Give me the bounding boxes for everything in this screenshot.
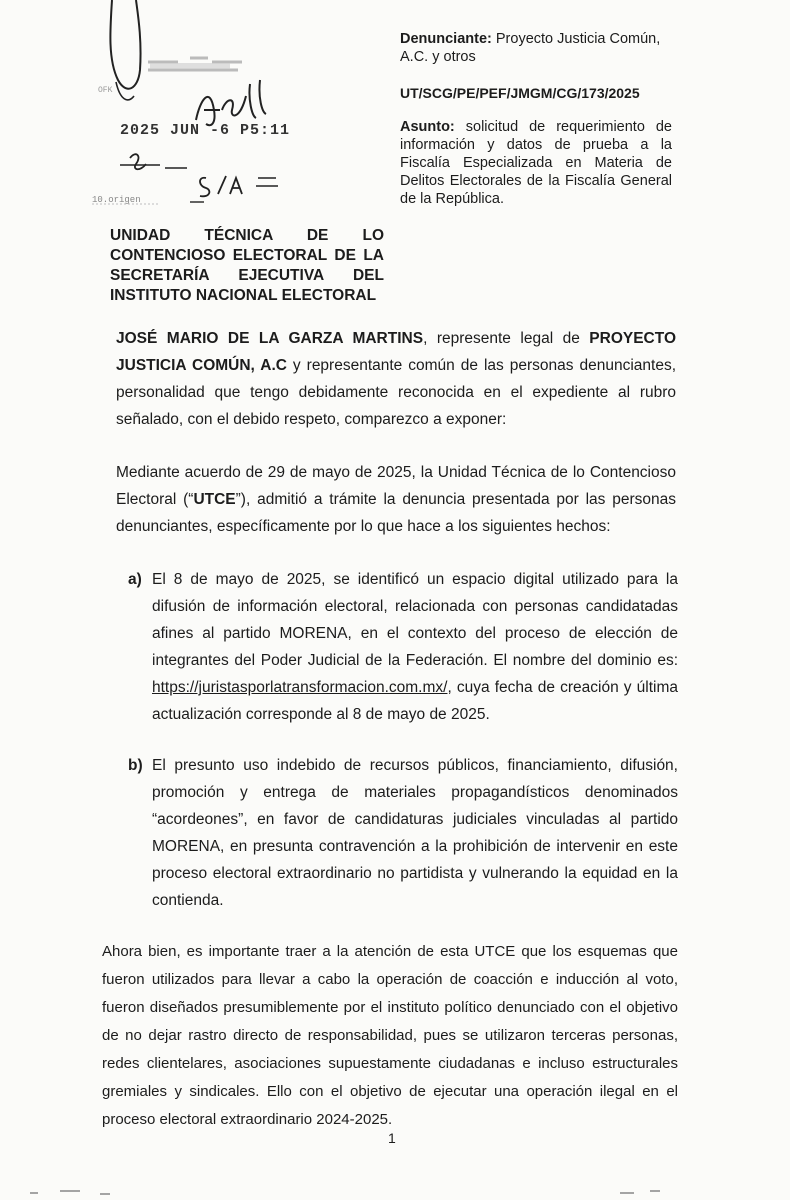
paragraph-2-text-a: Mediante acuerdo de 29 de mayo de 2025, la Unidad Técnica de lo Contencioso Electoral (“ — [116, 464, 676, 508]
representative-name: JOSÉ MARIO DE LA GARZA MARTINS — [116, 330, 424, 347]
utce-acronym: UTCE — [193, 491, 236, 508]
handwriting-marks-icon — [0, 0, 330, 215]
recipient-block: UNIDAD TÉCNICA DE LO CONTENCIOSO ELECTORAL DE LA SECRETARÍA EJECUTIVA DEL INSTITUTO NACIONAL ELECTORAL — [110, 227, 384, 304]
paragraph-introduction — [116, 325, 676, 433]
item-marker-b: b) — [128, 757, 143, 774]
asunto-line — [400, 118, 672, 208]
list-item — [128, 752, 678, 914]
asunto-label: Asunto: — [400, 119, 455, 135]
case-header — [400, 30, 672, 208]
paragraph-agreement — [116, 459, 676, 540]
denunciante-value: Proyecto Justicia Común, A.C. y otros — [400, 31, 661, 65]
case-number: UT/SCG/PE/PEF/JMGM/CG/173/2025 — [400, 85, 640, 101]
item-a-text-a: El 8 de mayo de 2025, se identificó un espacio digital utilizado para la difusión de información electoral, relacionada con personas candidatadas afines al partido MORENA, en el contexto del proceso de elección de integrantes del Poder Judicial de la Federación. El nombre del dominio es: — [152, 571, 678, 669]
item-a-text-b: , cuya fecha de creación y última actualización corresponde al 8 de mayo de 2025. — [152, 679, 678, 723]
item-a-content — [152, 566, 678, 728]
stamp-date: 2025 JUN -6 P5:11 — [120, 122, 291, 139]
item-marker-a: a) — [128, 571, 142, 588]
denunciante-label: Denunciante: — [400, 31, 492, 47]
paragraph-schemes: Ahora bien, es importante traer a la atención de esta UTCE que los esquemas que fueron utilizados para llevar a cabo la operación de coacción e inducción al voto, fueron diseñados presumiblemente por el instituto político denunciado con el objetivo de no dejar rastro directo de responsabilidad, pues se utilizaron terceras personas, redes clientelares, asociaciones supuestamente ciudadanas e incluso estructurales gremiales y sindicales. Ello con el objetivo de ejecutar una operación ilegal en el proceso electoral extraordinario 2024-2025. — [102, 943, 678, 1128]
list-item — [128, 566, 678, 728]
stamp-office-label: OFK — [98, 86, 113, 95]
paragraph-1-text-a: , represente legal de — [423, 330, 590, 347]
paragraph-1-text-b: y representante común de las personas denunciantes, personalidad que tengo debidamente reconocida en el expediente al rubro señalado, con el debido respeto, comparezco a exponer: — [116, 357, 677, 428]
stamp-line-2: 10.origen — [92, 195, 141, 205]
scan-edge-marks-icon — [0, 1185, 790, 1200]
reception-stamp — [0, 0, 330, 215]
asunto-value: solicitud de requerimiento de información y datos de prueba a la Fiscalía Especializada en Materia de Delitos Electorales de la Fiscalía General de la República. — [400, 119, 672, 207]
item-b-content: El presunto uso indebido de recursos públicos, financiamiento, difusión, promoción y entrega de materiales propagandísticos denominados “acordeones”, en favor de candidaturas judiciales vinculadas al partido MORENA, en presunta contravención a la prohibición de intervenir en este proceso electoral extraordinario no partidista y vulnerando la equidad en la contienda. — [152, 757, 678, 909]
denunciante-line — [400, 30, 672, 66]
paragraph-2-text-b: ”), admitió a trámite la denuncia presentada por las personas denunciantes, específicamente por lo que hace a los siguientes hechos: — [116, 491, 676, 535]
organization-name: PROYECTO JUSTICIA COMÚN, A.C — [116, 330, 676, 374]
page-number: 1 — [388, 1130, 396, 1146]
domain-link[interactable]: https://juristasporlatransformacion.com.mx/ — [152, 679, 448, 696]
